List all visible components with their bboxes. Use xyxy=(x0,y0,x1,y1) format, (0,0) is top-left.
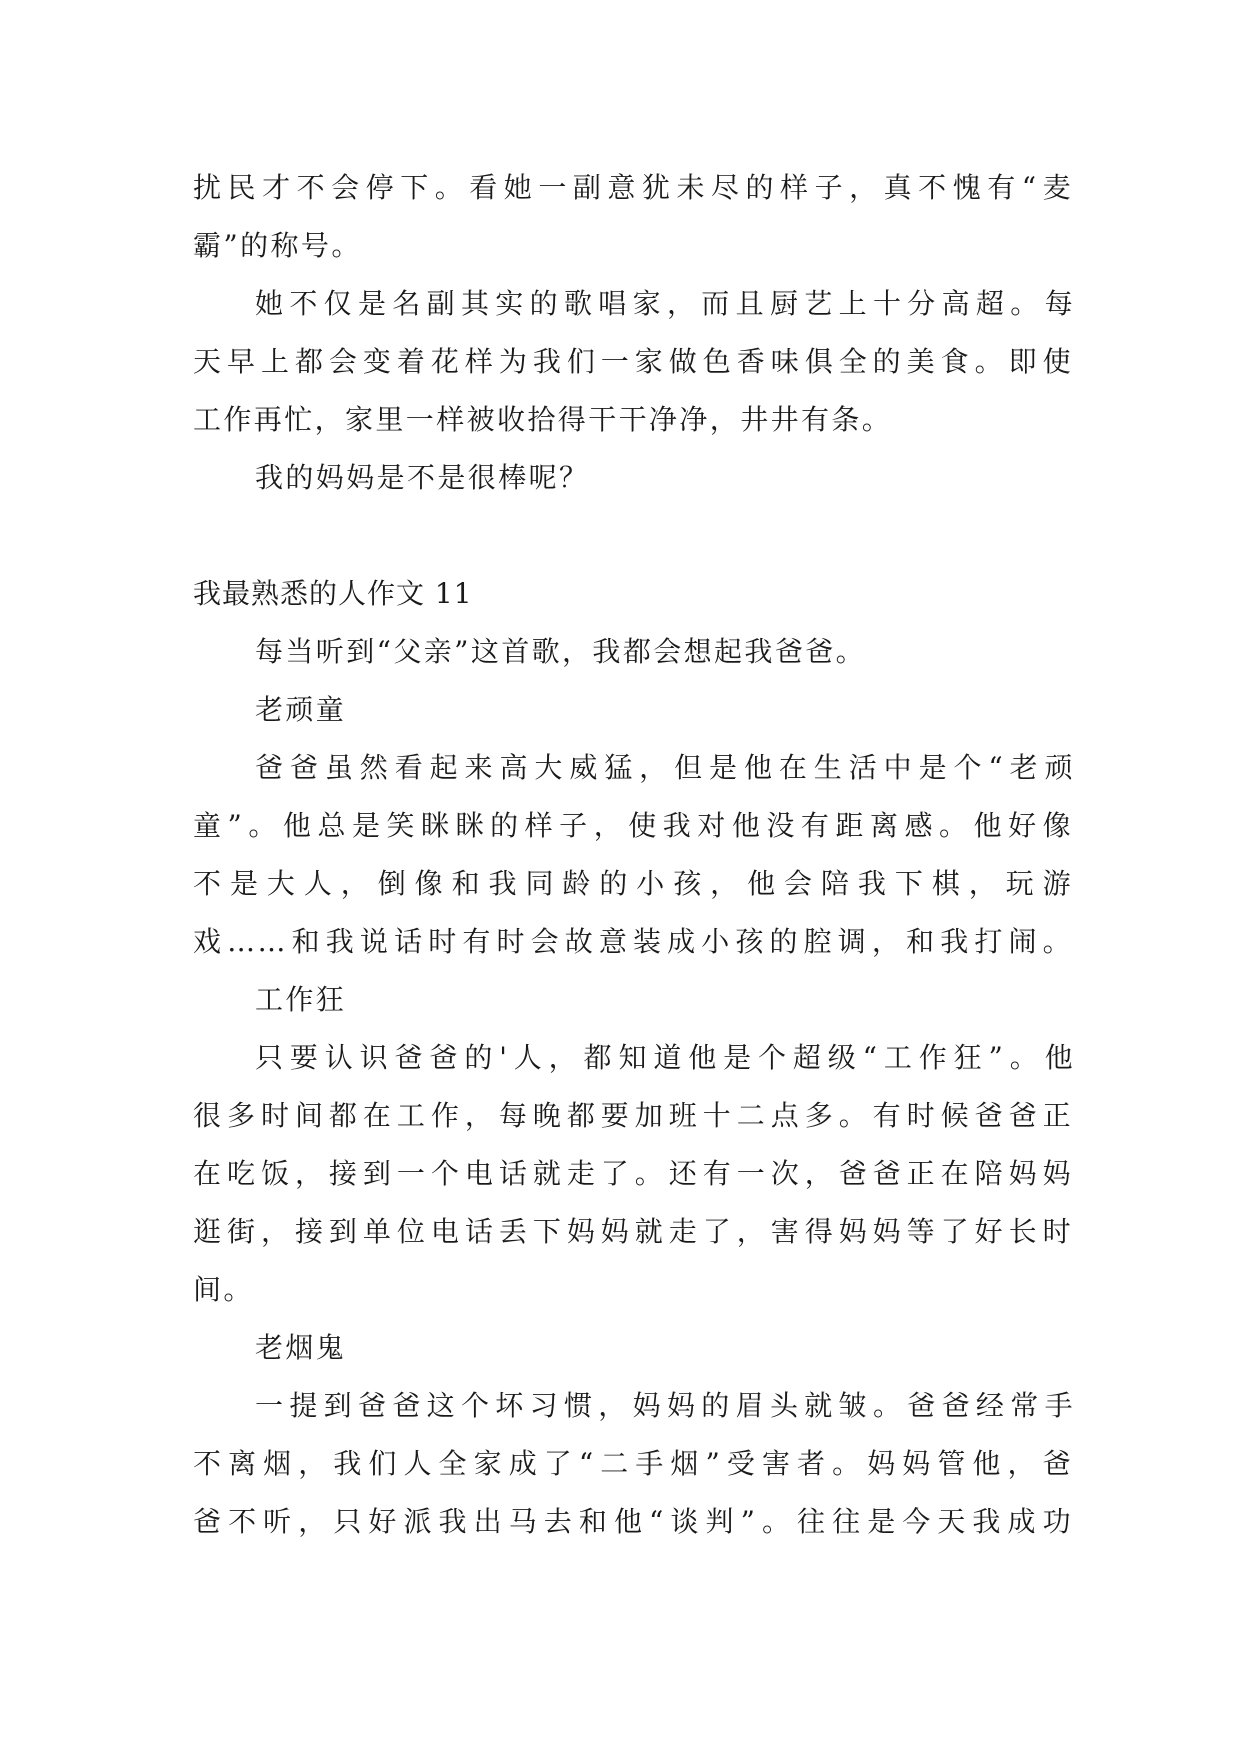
subheading: 老顽童 xyxy=(255,693,347,726)
text-line: 童”。他总是笑眯眯的样子，使我对他没有距离感。他好像 xyxy=(193,809,1073,842)
text-line: 逛街，接到单位电话丢下妈妈就走了，害得妈妈等了好长时 xyxy=(193,1215,1073,1248)
text-line: 戏……和我说话时有时会故意装成小孩的腔调，和我打闹。 xyxy=(193,925,1073,958)
text-line: 她不仅是名副其实的歌唱家，而且厨艺上十分高超。每 xyxy=(255,287,1075,320)
text-line: 工作再忙，家里一样被收拾得干干净净，井井有条。 xyxy=(193,403,893,436)
subheading: 老烟鬼 xyxy=(255,1331,347,1364)
section-title: 我最熟悉的人作文 11 xyxy=(193,577,473,610)
text-line: 爸不听，只好派我出马去和他“谈判”。往往是今天我成功 xyxy=(193,1505,1073,1538)
text-line: 不离烟，我们人全家成了“二手烟”受害者。妈妈管他，爸 xyxy=(193,1447,1073,1480)
text-line: 我的妈妈是不是很棒呢？ xyxy=(255,461,590,494)
text-line: 天早上都会变着花样为我们一家做色香味俱全的美食。即使 xyxy=(193,345,1073,378)
text-line: 一提到爸爸这个坏习惯，妈妈的眉头就皱。爸爸经常手 xyxy=(255,1389,1075,1422)
text-line: 只要认识爸爸的'人，都知道他是个超级“工作狂”。他 xyxy=(255,1041,1075,1074)
text-line: 在吃饭，接到一个电话就走了。还有一次，爸爸正在陪妈妈 xyxy=(193,1157,1073,1190)
text-line: 间。 xyxy=(193,1273,254,1306)
text-line: 霸”的称号。 xyxy=(193,229,362,262)
text-line: 扰民才不会停下。看她一副意犹未尽的样子，真不愧有“麦 xyxy=(193,171,1073,204)
text-line: 爸爸虽然看起来高大威猛，但是他在生活中是个“老顽 xyxy=(255,751,1075,784)
text-line: 很多时间都在工作，每晚都要加班十二点多。有时候爸爸正 xyxy=(193,1099,1073,1132)
subheading: 工作狂 xyxy=(255,983,347,1016)
text-line: 每当听到“父亲”这首歌，我都会想起我爸爸。 xyxy=(255,635,867,668)
text-line: 不是大人，倒像和我同龄的小孩，他会陪我下棋，玩游 xyxy=(193,867,1073,900)
